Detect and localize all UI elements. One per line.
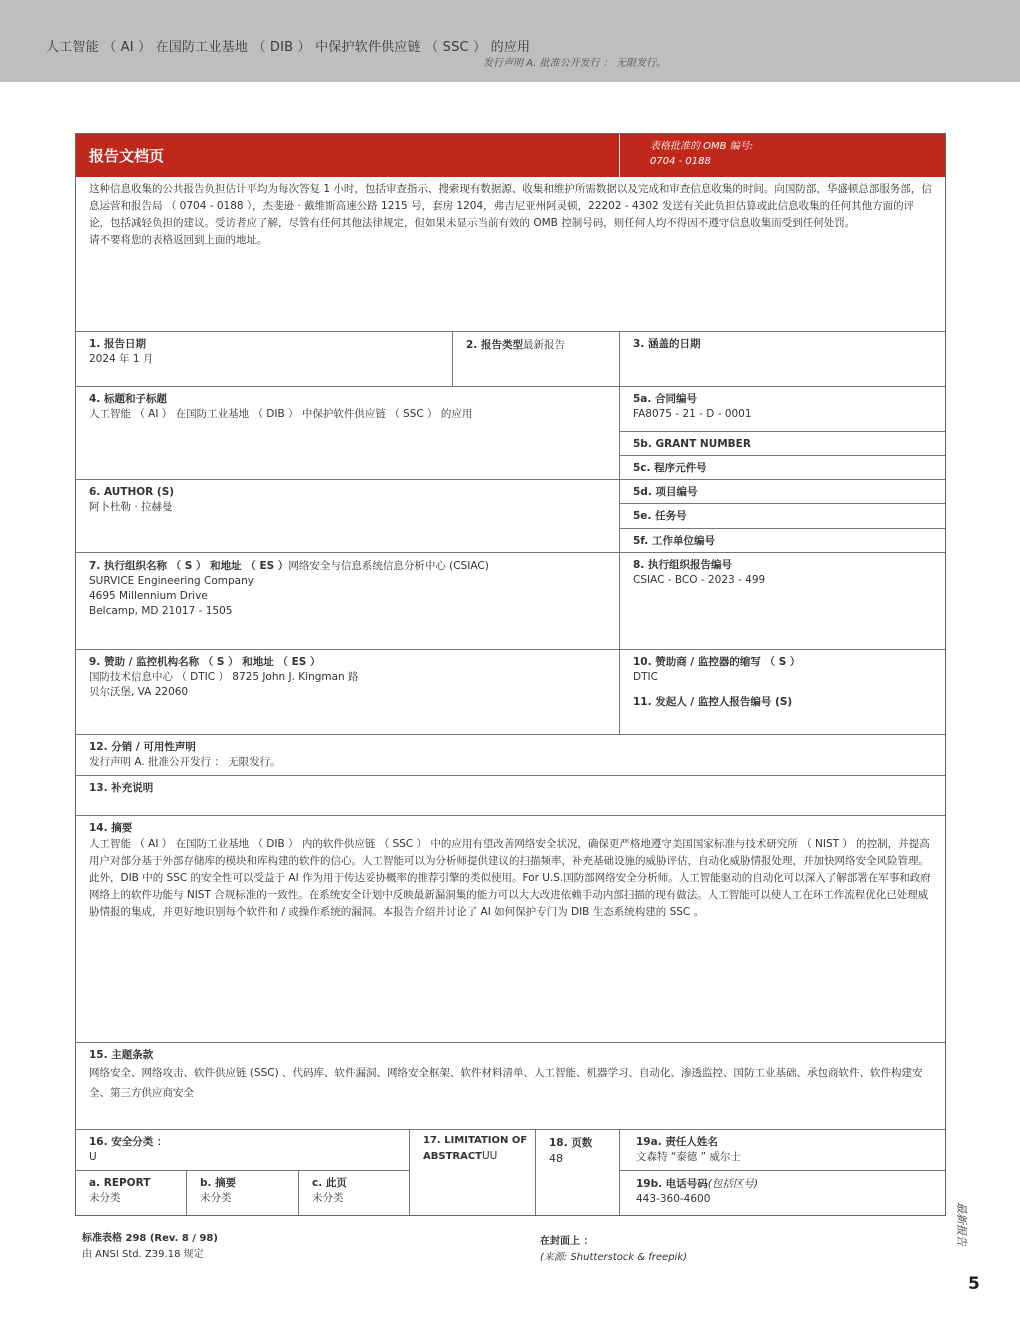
form-footer bbox=[82, 1231, 218, 1263]
abstract-text: 人工智能 （ AI ） 在国防工业基地 （ DIB ） 内的软件供应链 （ SSC ） 中的应用有望改善网络安全状况，确保更严格地遵守美国国家标准与技术研究所 （ NIST ） 的控制，并提高用户对部分基于外部存储库的模块和库构建的软件的信心。人工智能可以为分析师提供建议的扫描频率，补充基础设施的威胁评估，自动化威胁情报处理，并加快网络安全风险管理。此外，DIB 中的 SSC 的安全性可以受益于 AI 作为用于传达妥协概率的推荐引擎的类似使用。For U.S.国防部网络安全分析师。人工智能驱动的自动化可以深入了解部署在军事和政府网络上的软件功能与 NIST 合规标准的一致性。在系统安全计划中反映最新漏洞集的能力可以大大改进依赖手动内部扫描的现有做法。人工智能可以使人工在环工作流程优化已处理威胁情报的集成，并更好地识别每个软件和 / 或操作系统的漏洞。本报告介绍并讨论了 AI 如何保护专门为 DIB 生态系统构建的 SSC 。 bbox=[89, 838, 931, 918]
field-label: 17. LIMITATION OF bbox=[423, 1135, 528, 1146]
prescribed-by: 由 ANSI Std. Z39.18 规定 bbox=[82, 1249, 204, 1260]
field-security-classification bbox=[76, 1130, 410, 1171]
field-label: 19b. 电话号码 bbox=[636, 1178, 708, 1190]
field-telephone bbox=[620, 1171, 945, 1215]
field-abstract bbox=[76, 816, 945, 1043]
field-project-number bbox=[620, 480, 945, 504]
omb-box bbox=[620, 134, 945, 177]
field-value: 阿卜杜勒 · 拉赫曼 bbox=[89, 501, 173, 513]
omb-label: 表格批准的 OMB 编号: bbox=[650, 141, 754, 152]
field-value: 未分类 bbox=[89, 1192, 121, 1204]
field-value: UU bbox=[481, 1150, 498, 1162]
field-label: 5a. 合同编号 bbox=[633, 393, 698, 405]
field-label: 14. 摘要 bbox=[89, 822, 133, 834]
field-report-class bbox=[76, 1171, 187, 1215]
field-page-count bbox=[536, 1130, 620, 1215]
field-label: 5c. 程序元件号 bbox=[633, 462, 707, 474]
burden-statement bbox=[76, 177, 945, 332]
field-label: 5e. 任务号 bbox=[633, 510, 687, 522]
field-page-class bbox=[299, 1171, 410, 1215]
form-id: 标准表格 298 (Rev. 8 / 98) bbox=[82, 1233, 218, 1244]
field-label: c. 此页 bbox=[312, 1177, 347, 1189]
field-subject-terms bbox=[76, 1043, 945, 1130]
field-sponsor-acronym bbox=[620, 650, 945, 690]
field-label: 5b. GRANT NUMBER bbox=[633, 438, 751, 450]
field-value: U bbox=[89, 1151, 97, 1163]
address-line: 国防技术信息中心 （ DTIC ） 8725 John J. Kingman 路 bbox=[89, 671, 359, 683]
field-label: 2. 报告类型 bbox=[466, 339, 523, 351]
field-work-unit bbox=[620, 529, 945, 553]
field-label: 5d. 项目编号 bbox=[633, 486, 698, 498]
field-label: 3. 涵盖的日期 bbox=[633, 338, 701, 350]
address-line: 4695 Millennium Drive bbox=[89, 590, 208, 602]
field-program-element bbox=[620, 456, 945, 480]
field-label: 8. 执行组织报告编号 bbox=[633, 559, 732, 571]
field-value: CSIAC - BCO - 2023 - 499 bbox=[633, 574, 766, 586]
field-limitation bbox=[410, 1130, 536, 1215]
field-sponsoring-agency bbox=[76, 650, 620, 735]
report-documentation-form bbox=[75, 133, 946, 1216]
field-contract-number bbox=[620, 387, 945, 432]
omb-number: 0704 - 0188 bbox=[650, 156, 711, 167]
document-title: 人工智能 （ AI ） 在国防工业基地 （ DIB ） 中保护软件供应链 （ SSC ） 的应用 bbox=[46, 40, 531, 55]
field-label: 10. 赞助商 / 监控器的缩写 （ S ） bbox=[633, 656, 801, 668]
field-performing-org bbox=[76, 553, 620, 650]
page-number: 5 bbox=[968, 1274, 980, 1294]
field-distribution bbox=[76, 735, 945, 776]
field-value: 发行声明 A. 批准公开发行 ： 无限发行。 bbox=[89, 756, 281, 768]
field-label: 13. 补充说明 bbox=[89, 782, 154, 794]
field-label: 15. 主题条款 bbox=[89, 1049, 154, 1061]
field-label: 11. 发起人 / 监控人报告编号 (S) bbox=[633, 696, 793, 708]
field-responsible-person bbox=[620, 1130, 945, 1171]
field-label: b. 摘要 bbox=[200, 1177, 237, 1189]
cover-credit bbox=[540, 1234, 687, 1266]
side-section-label: 最新报告 bbox=[955, 1202, 968, 1246]
field-dates-covered bbox=[620, 332, 945, 387]
field-note: (包括区号) bbox=[707, 1178, 758, 1190]
field-abstract-class bbox=[187, 1171, 299, 1215]
field-label: 4. 标题和子标题 bbox=[89, 393, 167, 405]
field-label: 7. 执行组织名称 （ S ） 和地址 （ ES ） bbox=[89, 560, 289, 572]
field-label: 12. 分销 / 可用性声明 bbox=[89, 741, 196, 753]
field-label: 18. 页数 bbox=[549, 1137, 593, 1149]
field-value: 未分类 bbox=[312, 1192, 344, 1204]
address-line: Belcamp, MD 21017 - 1505 bbox=[89, 605, 233, 617]
address-line: 贝尔沃堡, VA 22060 bbox=[89, 686, 189, 698]
field-label: 16. 安全分类 ： bbox=[89, 1136, 168, 1148]
burden-text: 这种信息收集的公共报告负担估计平均为每次答复 1 小时，包括审查指示、搜索现有数据源、收集和维护所需数据以及完成和审查信息收集的时间。向国防部，华盛顿总部服务部，信息运营和报告局 （ 0704 - 0188 ），杰斐逊 · 戴维斯高速公路 1215 号，套房 1204，弗吉尼亚州阿灵顿，22202 - 4302 发送有关此负担估算或此信息收集的任何其他方面的评论，包括减轻负担的建议。受访者应了解，尽管有任何其他法律规定，但如果未显示当前有效的 OMB 控制号码，则任何人均不得因不遵守信息收集而受到任何处罚。 bbox=[89, 183, 932, 229]
address-line: SURVICE Engineering Company bbox=[89, 575, 254, 587]
field-title-subtitle bbox=[76, 387, 620, 480]
field-label: 1. 报告日期 bbox=[89, 338, 146, 350]
field-label: ABSTRACT bbox=[423, 1151, 482, 1162]
field-report-date bbox=[76, 332, 453, 387]
field-grant-number bbox=[620, 432, 945, 456]
field-value: 未分类 bbox=[200, 1192, 232, 1204]
field-label: a. REPORT bbox=[89, 1177, 151, 1189]
field-supplementary-notes bbox=[76, 776, 945, 816]
release-statement: 发行声明 A. 批准公开发行 ： 无限发行。 bbox=[483, 58, 666, 69]
field-value: 网络安全与信息系统信息分析中心 (CSIAC) bbox=[288, 560, 489, 572]
field-label: 9. 赞助 / 监控机构名称 （ S ） 和地址 （ ES ） bbox=[89, 656, 321, 668]
form-title: 报告文档页 bbox=[76, 134, 620, 177]
field-label: 5f. 工作单位编号 bbox=[633, 535, 715, 547]
field-value: 48 bbox=[549, 1152, 563, 1165]
field-task-number bbox=[620, 504, 945, 529]
field-sponsor-report-number bbox=[620, 690, 945, 735]
field-value: 人工智能 （ AI ） 在国防工业基地 （ DIB ） 中保护软件供应链 （ SSC ） 的应用 bbox=[89, 408, 473, 420]
field-value: 文森特 “泰德 ” 威尔士 bbox=[636, 1151, 741, 1163]
field-label: 19a. 责任人姓名 bbox=[636, 1136, 718, 1148]
field-report-type bbox=[453, 332, 620, 387]
field-value: 最新报告 bbox=[522, 339, 565, 351]
cover-label: 在封面上 ： bbox=[540, 1236, 594, 1247]
return-notice: 请不要将您的表格返回到上面的地址。 bbox=[89, 234, 268, 246]
field-label: 6. AUTHOR (S) bbox=[89, 486, 175, 498]
cover-source: (来源: Shutterstock & freepik) bbox=[540, 1252, 688, 1263]
field-value: 443-360-4600 bbox=[636, 1193, 711, 1205]
field-performing-report-number bbox=[620, 553, 945, 650]
field-value: FA8075 - 21 - D - 0001 bbox=[633, 408, 752, 420]
subject-terms-text: 网络安全、网络攻击、软件供应链 (SSC) 、代码库、软件漏洞、网络安全框架、软件材料清单、人工智能、机器学习、自动化、渗透监控、国防工业基础、承包商软件、软件构建安全、第三方供应商安全 bbox=[89, 1067, 923, 1099]
field-author bbox=[76, 480, 620, 553]
field-value: 2024 年 1 月 bbox=[89, 353, 154, 365]
field-value: DTIC bbox=[633, 671, 658, 683]
